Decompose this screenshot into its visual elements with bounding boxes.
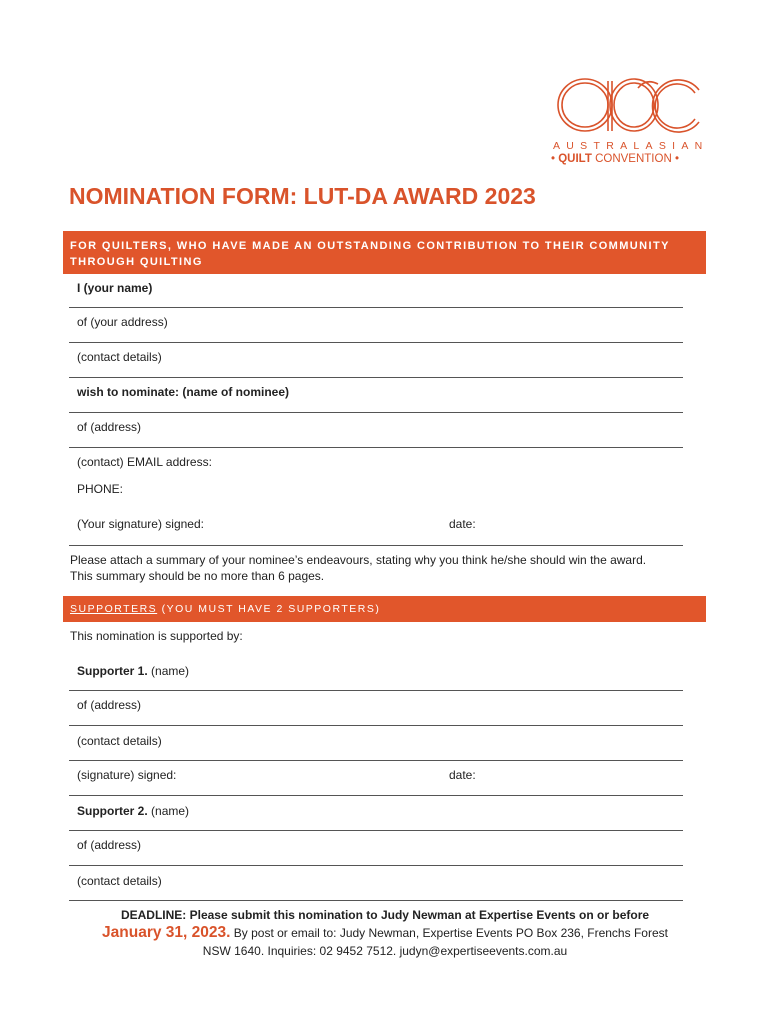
- supporters-note: (YOU MUST HAVE 2 SUPPORTERS): [157, 603, 381, 615]
- deadline-notice: [0, 906, 770, 960]
- nominee-name-label: wish to nominate: (name of nominee): [77, 385, 290, 399]
- your-date-label: date:: [449, 517, 476, 531]
- supporter1-address-label: of (address): [77, 698, 142, 712]
- supported-by-text: This nomination is supported by:: [70, 629, 243, 643]
- nominee-phone-label: PHONE:: [77, 482, 124, 496]
- deadline-line-2: January 31, 2023. By post or email to: Judy Newman, Expertise Events PO Box 236, Frenchs Forest: [102, 924, 668, 941]
- nominee-phone-field[interactable]: [69, 476, 683, 510]
- supporter1-contact-label: (contact details): [77, 734, 162, 748]
- section-banner-quilters: FOR QUILTERS, WHO HAVE MADE AN OUTSTANDING CONTRIBUTION TO THEIR COMMUNITY THROUGH QUILTING: [63, 231, 706, 274]
- supporter2-address-field[interactable]: [69, 832, 683, 866]
- aqc-monogram-icon: [554, 76, 700, 138]
- your-signature-label: (Your signature) signed:: [77, 517, 204, 531]
- supporter1-contact-field[interactable]: [69, 727, 683, 761]
- logo-line-quilt-convention: • QUILT CONVENTION •: [551, 153, 679, 165]
- supporter1-signature-field[interactable]: [69, 762, 683, 796]
- nominee-address-field[interactable]: [69, 414, 683, 448]
- your-address-label: of (your address): [77, 315, 168, 329]
- aqc-logo: [548, 76, 709, 168]
- supporter2-name-field[interactable]: [69, 797, 683, 831]
- supporter2-contact-field[interactable]: [69, 867, 683, 901]
- supporter2-contact-label: (contact details): [77, 874, 162, 888]
- summary-instructions: [70, 552, 646, 584]
- your-signature-field[interactable]: [69, 512, 683, 546]
- nominee-email-label: (contact) EMAIL address:: [77, 455, 212, 469]
- your-address-field[interactable]: [69, 309, 683, 343]
- your-contact-label: (contact details): [77, 350, 162, 364]
- nominee-address-label: of (address): [77, 420, 142, 434]
- section-banner-supporters: [63, 596, 706, 622]
- summary-line-2: This summary should be no more than 6 pages.: [70, 569, 325, 583]
- deadline-date: January 31, 2023.: [102, 924, 231, 941]
- supporter1-date-label: date:: [449, 768, 476, 782]
- supporter1-name-label: Supporter 1. (name): [77, 664, 190, 678]
- summary-line-1: Please attach a summary of your nominee’s endeavours, stating why you think he/she should win the award.: [70, 553, 647, 567]
- supporter1-address-field[interactable]: [69, 692, 683, 726]
- supporter1-name-field[interactable]: [69, 657, 683, 691]
- nominee-name-field[interactable]: [69, 379, 683, 413]
- your-contact-field[interactable]: [69, 344, 683, 378]
- your-name-field[interactable]: [69, 274, 683, 308]
- deadline-line-1: DEADLINE: Please submit this nomination to Judy Newman at Expertise Events on or before: [120, 908, 650, 922]
- supporter1-signature-label: (signature) signed:: [77, 768, 177, 782]
- supporter2-name-label: Supporter 2. (name): [77, 804, 190, 818]
- supporters-heading: SUPPORTERS: [70, 603, 158, 615]
- your-name-label: I (your name): [77, 281, 153, 295]
- supporter2-address-label: of (address): [77, 838, 142, 852]
- logo-line-australasian: AUSTRALASIAN: [553, 140, 709, 152]
- deadline-line-3: NSW 1640. Inquiries: 02 9452 7512. judyn@expertiseevents.com.au: [202, 944, 568, 958]
- page-title: NOMINATION FORM: LUT-DA AWARD 2023: [69, 183, 536, 209]
